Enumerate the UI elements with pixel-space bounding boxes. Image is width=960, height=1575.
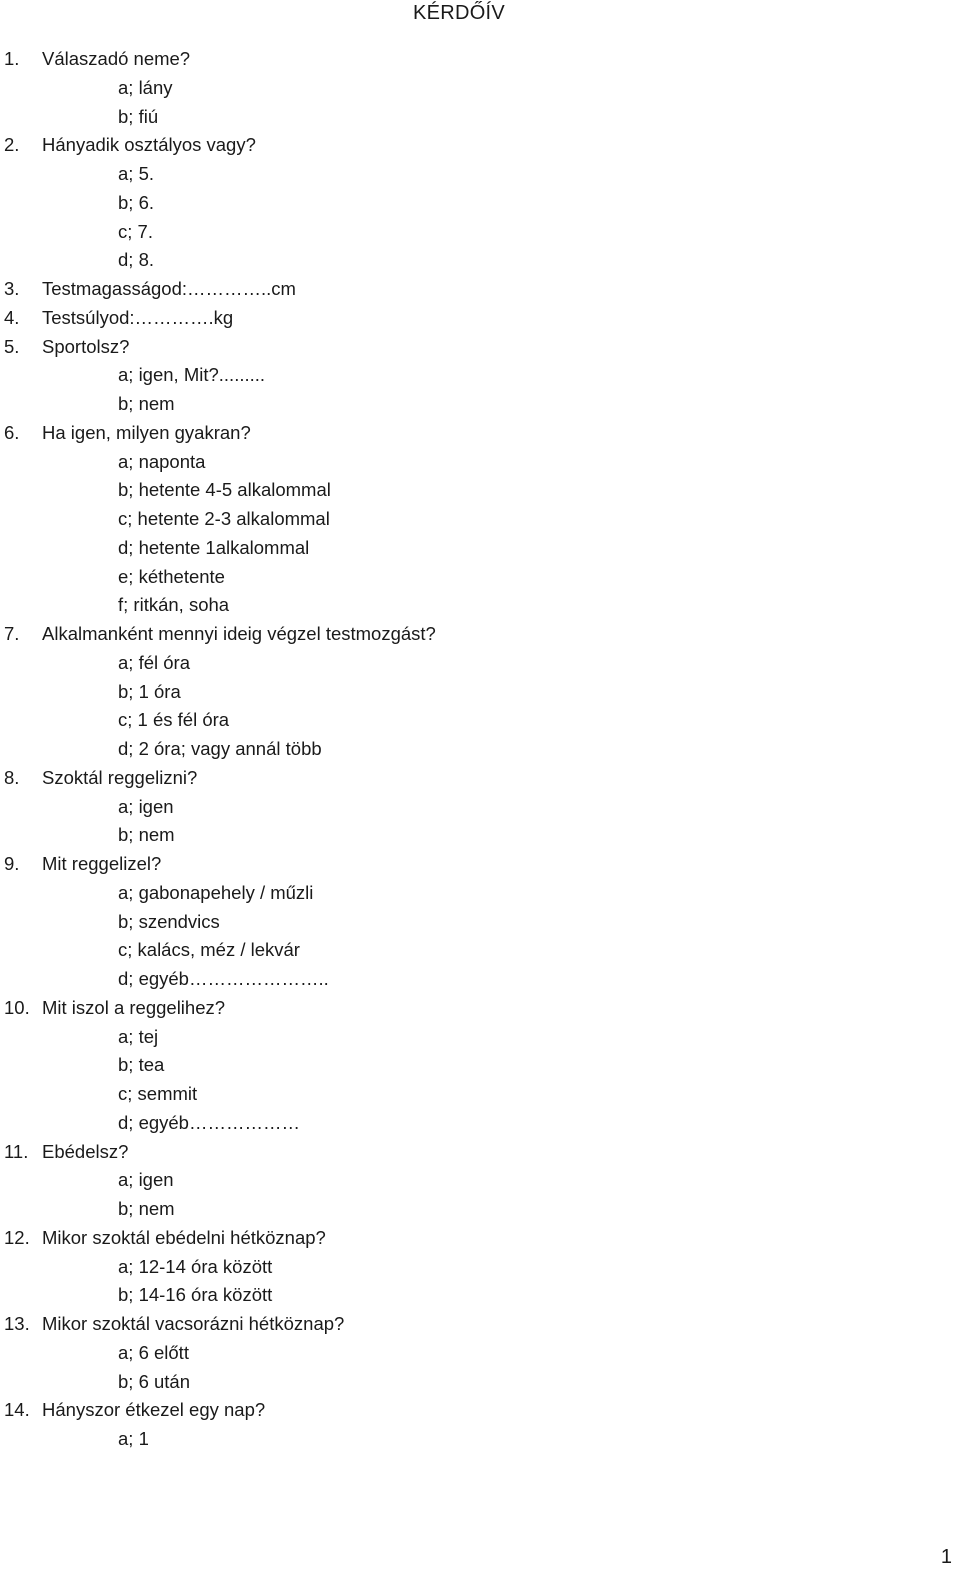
- answer-option: a; 6 előtt: [118, 1341, 189, 1363]
- question-number: 10.: [4, 996, 30, 1018]
- question-row: [0, 275, 940, 304]
- answer-option-row: [0, 936, 940, 965]
- question-number: 7.: [4, 623, 20, 644]
- answer-option: b; szendvics: [118, 910, 220, 932]
- question-text: Ha igen, milyen gyakran?: [42, 421, 251, 443]
- answer-option: a; fél óra: [118, 651, 190, 673]
- answer-option: b; nem: [118, 393, 175, 414]
- answer-option: e; kéthetente: [118, 565, 225, 587]
- answer-option-row: [0, 1425, 940, 1454]
- answer-option: c; 1 és fél óra: [118, 709, 230, 731]
- question-row: [0, 620, 940, 649]
- question-text: Alkalmanként mennyi ideig végzel testmozgást?: [42, 623, 436, 644]
- question-text: Testsúlyod:………….kg: [42, 306, 234, 328]
- answer-option: b; hetente 4-5 alkalommal: [118, 479, 331, 501]
- answer-option: b; 6.: [118, 191, 154, 213]
- question-number: 1.: [4, 48, 20, 69]
- answer-option: c; kalács, méz / lekvár: [118, 939, 300, 961]
- questionnaire: [0, 45, 940, 1454]
- question-row: [0, 1310, 940, 1339]
- answer-option: d; hetente 1alkalommal: [118, 536, 310, 558]
- answer-option-row: [0, 591, 940, 620]
- answer-option-row: [0, 793, 940, 822]
- answer-option: a; igen, Mit?.........: [118, 364, 266, 386]
- answer-option: b; nem: [118, 1198, 175, 1219]
- question-row: [0, 1224, 940, 1253]
- answer-option-row: [0, 735, 940, 764]
- answer-option-row: [0, 1339, 940, 1368]
- question-row: [0, 1396, 940, 1425]
- answer-option: a; lány: [118, 76, 173, 98]
- page-title-text: KÉRDŐÍV: [412, 2, 506, 24]
- question-text: Testmagasságod:…………..cm: [42, 278, 296, 299]
- question-number: 2.: [4, 134, 20, 156]
- question-number: 5.: [4, 335, 20, 357]
- answer-option-row: [0, 1253, 940, 1282]
- answer-option: b; fiú: [118, 105, 159, 127]
- answer-option-row: [0, 361, 940, 390]
- question-number: 4.: [4, 306, 20, 328]
- answer-option-row: [0, 1023, 940, 1052]
- answer-option-row: [0, 160, 940, 189]
- answer-option-row: [0, 448, 940, 477]
- answer-option: d; 8.: [118, 249, 154, 271]
- answer-option-row: [0, 246, 940, 275]
- answer-option: b; nem: [118, 824, 175, 846]
- question-text: Mit reggelizel?: [42, 853, 162, 874]
- question-row: [0, 45, 940, 74]
- page-number: 1: [940, 1546, 952, 1568]
- answer-option-row: [0, 1109, 940, 1138]
- question-row: [0, 850, 940, 879]
- answer-option-row: [0, 74, 940, 103]
- question-number: 6.: [4, 421, 20, 443]
- question-text: Sportolsz?: [42, 335, 130, 357]
- answer-option: c; 7.: [118, 220, 153, 242]
- question-number: 11.: [4, 1140, 29, 1162]
- answer-option: d; egyéb…………………..: [118, 968, 329, 989]
- question-text: Hányadik osztályos vagy?: [42, 134, 256, 156]
- answer-option: a; igen: [118, 795, 174, 817]
- question-number: 13.: [4, 1313, 30, 1334]
- answer-option: a; 12-14 óra között: [118, 1255, 273, 1277]
- answer-option-row: [0, 821, 940, 850]
- answer-option: a; gabonapehely / műzli: [118, 881, 314, 903]
- answer-option: a; 1: [118, 1428, 149, 1449]
- question-row: [0, 1138, 940, 1167]
- answer-option: a; naponta: [118, 450, 206, 472]
- question-number: 8.: [4, 766, 20, 788]
- question-row: [0, 419, 940, 448]
- answer-option: d; egyéb………………: [118, 1111, 300, 1133]
- question-row: [0, 333, 940, 362]
- answer-option-row: [0, 1080, 940, 1109]
- answer-option: c; hetente 2-3 alkalommal: [118, 508, 330, 529]
- page-title: [0, 0, 918, 26]
- question-row: [0, 994, 940, 1023]
- answer-option: b; 1 óra: [118, 680, 181, 702]
- question-text: Mikor szoktál vacsorázni hétköznap?: [42, 1313, 345, 1334]
- question-number: 12.: [4, 1226, 30, 1248]
- question-number: 14.: [4, 1399, 30, 1421]
- answer-option: a; igen: [118, 1169, 174, 1191]
- answer-option: d; 2 óra; vagy annál több: [118, 738, 322, 759]
- question-text: Mikor szoktál ebédelni hétköznap?: [42, 1226, 326, 1248]
- answer-option-row: [0, 1368, 940, 1397]
- answer-option-row: [0, 678, 940, 707]
- question-text: Szoktál reggelizni?: [42, 766, 198, 788]
- question-row: [0, 131, 940, 160]
- answer-option: f; ritkán, soha: [118, 594, 230, 616]
- question-row: [0, 764, 940, 793]
- answer-option-row: [0, 476, 940, 505]
- answer-option-row: [0, 649, 940, 678]
- answer-option: b; tea: [118, 1054, 165, 1076]
- answer-option: b; 6 után: [118, 1370, 191, 1392]
- question-text: Hányszor étkezel egy nap?: [42, 1399, 266, 1421]
- answer-option-row: [0, 103, 940, 132]
- question-text: Válaszadó neme?: [42, 48, 191, 69]
- answer-option: c; semmit: [118, 1083, 198, 1104]
- answer-option-row: [0, 534, 940, 563]
- answer-option-row: [0, 908, 940, 937]
- answer-option-row: [0, 1281, 940, 1310]
- answer-option-row: [0, 505, 940, 534]
- answer-option-row: [0, 390, 940, 419]
- answer-option: a; tej: [118, 1025, 159, 1047]
- answer-option-row: [0, 1166, 940, 1195]
- answer-option: b; 14-16 óra között: [118, 1284, 273, 1306]
- question-text: Ebédelsz?: [42, 1140, 129, 1162]
- answer-option-row: [0, 965, 940, 994]
- answer-option-row: [0, 189, 940, 218]
- answer-option: a; 5.: [118, 163, 154, 184]
- question-number: 3.: [4, 278, 20, 299]
- question-number: 9.: [4, 853, 20, 874]
- answer-option-row: [0, 1051, 940, 1080]
- answer-option-row: [0, 563, 940, 592]
- answer-option-row: [0, 1195, 940, 1224]
- answer-option-row: [0, 218, 940, 247]
- question-row: [0, 304, 940, 333]
- answer-option-row: [0, 879, 940, 908]
- question-text: Mit iszol a reggelihez?: [42, 996, 226, 1018]
- answer-option-row: [0, 706, 940, 735]
